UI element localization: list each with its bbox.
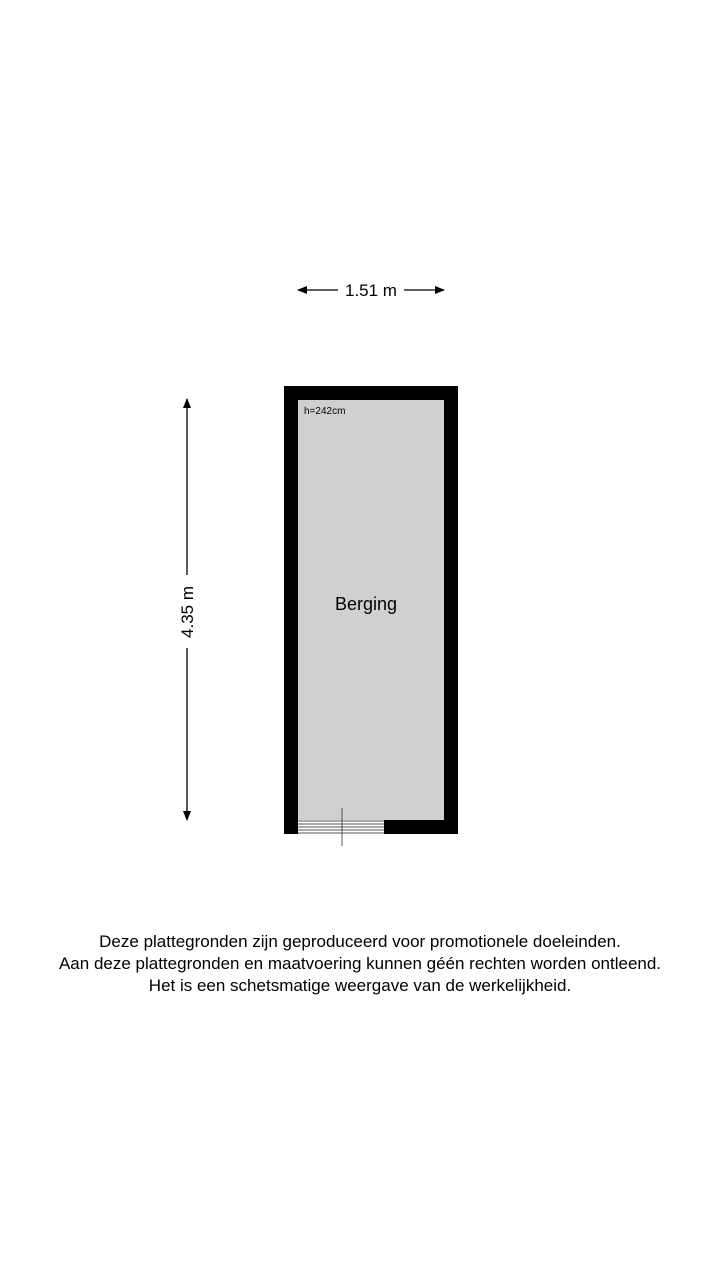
length-dimension: [178, 399, 197, 820]
room-berging: [284, 386, 458, 846]
disclaimer-line-2: Aan deze plattegronden en maatvoering kunnen géén rechten worden ontleend.: [58, 954, 662, 973]
length-dimension-label: 4.35 m: [178, 586, 197, 638]
disclaimer-line-1: Deze plattegronden zijn geproduceerd voor promotionele doeleinden.: [99, 932, 621, 951]
room-height-label: h=242cm: [304, 406, 346, 417]
disclaimer-text: [0, 931, 720, 997]
width-dimension-label: 1.51 m: [345, 281, 397, 300]
disclaimer-line-3: Het is een schetsmatige weergave van de werkelijkheid.: [148, 976, 572, 995]
room-name-label: Berging: [334, 594, 398, 614]
width-dimension: [298, 281, 444, 300]
